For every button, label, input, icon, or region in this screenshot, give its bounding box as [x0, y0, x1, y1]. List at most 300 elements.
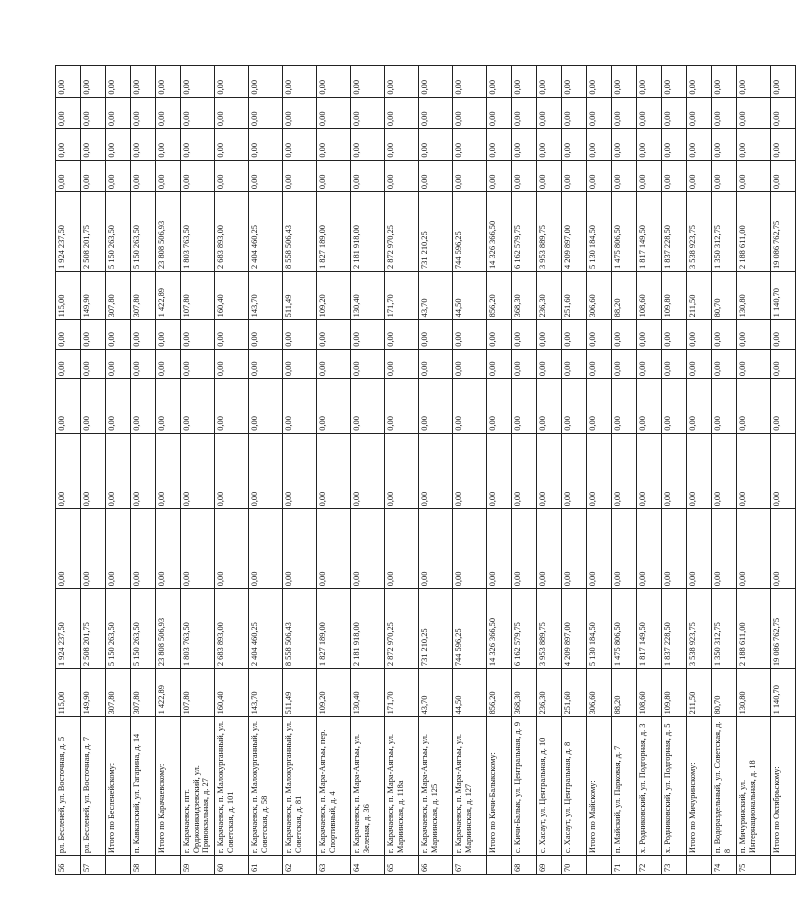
cell-c11: 0,00 — [512, 97, 537, 129]
cell-c8: 2 181 918,00 — [351, 192, 385, 272]
cell-no: 63 — [317, 856, 351, 875]
cell-area: 88,20 — [612, 669, 637, 717]
cell-c2: 0,00 — [156, 509, 181, 589]
cell-c5: 0,00 — [662, 349, 687, 378]
cell-c4: 0,00 — [385, 379, 419, 434]
cell-c4: 0,00 — [562, 379, 587, 434]
cell-c12: 0,00 — [131, 66, 156, 98]
cell-c11: 0,00 — [249, 97, 283, 129]
cell-c4: 0,00 — [56, 379, 81, 434]
cell-address: Итого по Бесленейскому: — [106, 717, 131, 856]
table-row-total — [771, 66, 796, 875]
cell-no: 75 — [737, 856, 771, 875]
cell-c8: 2 188 611,00 — [737, 192, 771, 272]
cell-c11: 0,00 — [453, 97, 487, 129]
cell-c3: 0,00 — [249, 433, 283, 509]
cell-c10: 0,00 — [562, 129, 587, 161]
cell-c3: 0,00 — [385, 433, 419, 509]
cell-c5: 0,00 — [487, 349, 512, 378]
cell-c7: 130,80 — [737, 272, 771, 320]
cell-c5: 0,00 — [687, 349, 712, 378]
cell-c4: 0,00 — [283, 379, 317, 434]
cell-c3: 0,00 — [453, 433, 487, 509]
cell-address: с. Хасаут, ул. Центральная, д. 10 — [537, 717, 562, 856]
cell-c1: 1 817 149,50 — [637, 589, 662, 669]
cell-area: 130,40 — [351, 669, 385, 717]
cell-c7: 251,60 — [562, 272, 587, 320]
cell-c9: 0,00 — [81, 160, 106, 192]
cell-c12: 0,00 — [512, 66, 537, 98]
cell-c11: 0,00 — [637, 97, 662, 129]
cell-no: 68 — [512, 856, 537, 875]
cell-c12: 0,00 — [637, 66, 662, 98]
cell-c2: 0,00 — [385, 509, 419, 589]
cell-c8: 1 837 228,50 — [662, 192, 687, 272]
cell-address: х. Родниковский, ул. Подгорная, д. 5 — [662, 717, 687, 856]
cell-c5: 0,00 — [131, 349, 156, 378]
cell-c10: 0,00 — [215, 129, 249, 161]
cell-address: г. Карачаевск, п. Мара-Аягъы, ул. Мариинская, д. 127 — [453, 717, 487, 856]
cell-address: г. Карачаевск, п. Мара-Аягъы, пер. Спортивный, д. 4 — [317, 717, 351, 856]
cell-c7: 80,70 — [712, 272, 737, 320]
cell-no: 57 — [81, 856, 106, 875]
cell-c8: 19 086 762,75 — [771, 192, 796, 272]
cell-area: 171,70 — [385, 669, 419, 717]
cell-c9: 0,00 — [562, 160, 587, 192]
cell-c1: 23 808 506,93 — [156, 589, 181, 669]
cell-c6: 0,00 — [771, 320, 796, 349]
cell-c2: 0,00 — [562, 509, 587, 589]
cell-c10: 0,00 — [453, 129, 487, 161]
cell-c4: 0,00 — [771, 379, 796, 434]
cell-c1: 744 596,25 — [453, 589, 487, 669]
cell-area: 368,30 — [512, 669, 537, 717]
cell-c6: 0,00 — [249, 320, 283, 349]
table-row — [56, 66, 81, 875]
cell-c1: 2 404 460,25 — [249, 589, 283, 669]
cell-c4: 0,00 — [156, 379, 181, 434]
cell-c8: 744 596,25 — [453, 192, 487, 272]
cell-area: 149,90 — [81, 669, 106, 717]
cell-c6: 0,00 — [56, 320, 81, 349]
cell-c5: 0,00 — [106, 349, 131, 378]
cell-address: Итого по Карачаевскому: — [156, 717, 181, 856]
cell-c10: 0,00 — [181, 129, 215, 161]
cell-c4: 0,00 — [215, 379, 249, 434]
cell-c10: 0,00 — [106, 129, 131, 161]
cell-c6: 0,00 — [487, 320, 512, 349]
cell-no — [687, 856, 712, 875]
cell-c6: 0,00 — [712, 320, 737, 349]
cell-c8: 2 404 460,25 — [249, 192, 283, 272]
cell-c7: 115,00 — [56, 272, 81, 320]
cell-area: 1 140,70 — [771, 669, 796, 717]
cell-c9: 0,00 — [662, 160, 687, 192]
cell-c6: 0,00 — [283, 320, 317, 349]
cell-c4: 0,00 — [317, 379, 351, 434]
cell-c2: 0,00 — [215, 509, 249, 589]
cell-c6: 0,00 — [131, 320, 156, 349]
cell-c6: 0,00 — [637, 320, 662, 349]
cell-c7: 236,30 — [537, 272, 562, 320]
cell-c6: 0,00 — [385, 320, 419, 349]
cell-c10: 0,00 — [537, 129, 562, 161]
cell-c2: 0,00 — [587, 509, 612, 589]
cell-c11: 0,00 — [737, 97, 771, 129]
table-row — [317, 66, 351, 875]
cell-c3: 0,00 — [106, 433, 131, 509]
cell-c5: 0,00 — [419, 349, 453, 378]
cell-c9: 0,00 — [419, 160, 453, 192]
cell-area: 1 422,89 — [156, 669, 181, 717]
cell-c1: 1 803 763,50 — [181, 589, 215, 669]
cell-c4: 0,00 — [687, 379, 712, 434]
cell-c9: 0,00 — [249, 160, 283, 192]
cell-c9: 0,00 — [537, 160, 562, 192]
cell-c9: 0,00 — [56, 160, 81, 192]
table-row — [215, 66, 249, 875]
cell-c8: 4 209 897,00 — [562, 192, 587, 272]
cell-no: 65 — [385, 856, 419, 875]
cell-c11: 0,00 — [662, 97, 687, 129]
cell-c4: 0,00 — [712, 379, 737, 434]
cell-no: 56 — [56, 856, 81, 875]
table-row — [612, 66, 637, 875]
cell-c7: 130,40 — [351, 272, 385, 320]
cell-c8: 8 558 506,43 — [283, 192, 317, 272]
cell-address: г. Карачаевск, пгт. Орджоникидзевский, ул. Привокзальная, д. 27 — [181, 717, 215, 856]
cell-c8: 3 538 923,75 — [687, 192, 712, 272]
cell-c11: 0,00 — [587, 97, 612, 129]
cell-c11: 0,00 — [81, 97, 106, 129]
cell-no — [487, 856, 512, 875]
cell-c3: 0,00 — [637, 433, 662, 509]
cell-c8: 3 953 889,75 — [537, 192, 562, 272]
cell-c4: 0,00 — [537, 379, 562, 434]
cell-c1: 2 683 893,00 — [215, 589, 249, 669]
cell-c9: 0,00 — [487, 160, 512, 192]
cell-c5: 0,00 — [612, 349, 637, 378]
cell-c12: 0,00 — [317, 66, 351, 98]
cell-no: 71 — [612, 856, 637, 875]
cell-c12: 0,00 — [612, 66, 637, 98]
cell-c12: 0,00 — [56, 66, 81, 98]
cell-c2: 0,00 — [249, 509, 283, 589]
cell-c7: 107,80 — [181, 272, 215, 320]
cell-no: 62 — [283, 856, 317, 875]
cell-c1: 3 538 923,75 — [687, 589, 712, 669]
cell-c6: 0,00 — [662, 320, 687, 349]
cell-area: 306,60 — [587, 669, 612, 717]
cell-c6: 0,00 — [587, 320, 612, 349]
cell-c10: 0,00 — [662, 129, 687, 161]
cell-c3: 0,00 — [512, 433, 537, 509]
cell-c5: 0,00 — [351, 349, 385, 378]
cell-c7: 171,70 — [385, 272, 419, 320]
cell-area: 109,80 — [662, 669, 687, 717]
cell-no — [156, 856, 181, 875]
cell-c9: 0,00 — [637, 160, 662, 192]
cell-address: х. Родниковский, ул. Подгорная, д. 3 — [637, 717, 662, 856]
cell-c1: 4 209 897,00 — [562, 589, 587, 669]
cell-area: 143,70 — [249, 669, 283, 717]
cell-c12: 0,00 — [81, 66, 106, 98]
cell-c4: 0,00 — [662, 379, 687, 434]
cell-c2: 0,00 — [512, 509, 537, 589]
cell-c1: 1 827 189,00 — [317, 589, 351, 669]
table-row — [737, 66, 771, 875]
cell-c3: 0,00 — [419, 433, 453, 509]
cell-c3: 0,00 — [487, 433, 512, 509]
cell-c3: 0,00 — [156, 433, 181, 509]
cell-c2: 0,00 — [317, 509, 351, 589]
cell-c3: 0,00 — [215, 433, 249, 509]
cell-c11: 0,00 — [487, 97, 512, 129]
cell-c8: 2 872 970,25 — [385, 192, 419, 272]
cell-c4: 0,00 — [637, 379, 662, 434]
cell-c10: 0,00 — [156, 129, 181, 161]
table-row — [562, 66, 587, 875]
cell-address: г. Карачаевск, п. Малокурганный, ул. Советская, д. 58 — [249, 717, 283, 856]
cell-area: 107,80 — [181, 669, 215, 717]
cell-c2: 0,00 — [737, 509, 771, 589]
cell-no: 67 — [453, 856, 487, 875]
cell-no: 64 — [351, 856, 385, 875]
cell-c11: 0,00 — [612, 97, 637, 129]
cell-c9: 0,00 — [283, 160, 317, 192]
cell-c9: 0,00 — [131, 160, 156, 192]
cell-c8: 23 808 506,93 — [156, 192, 181, 272]
cell-address: п. Майский, ул. Парковая, д. 7 — [612, 717, 637, 856]
cell-c3: 0,00 — [131, 433, 156, 509]
cell-c3: 0,00 — [737, 433, 771, 509]
cell-address: г. Карачаевск, п. Малокурганный, ул. Советская, д. 101 — [215, 717, 249, 856]
cell-c6: 0,00 — [419, 320, 453, 349]
cell-c12: 0,00 — [215, 66, 249, 98]
cell-c10: 0,00 — [283, 129, 317, 161]
table-row — [385, 66, 419, 875]
cell-c9: 0,00 — [106, 160, 131, 192]
cell-c12: 0,00 — [351, 66, 385, 98]
cell-c8: 2 508 201,75 — [81, 192, 106, 272]
cell-c3: 0,00 — [687, 433, 712, 509]
cell-c6: 0,00 — [453, 320, 487, 349]
cell-c4: 0,00 — [487, 379, 512, 434]
cell-no: 74 — [712, 856, 737, 875]
cell-c11: 0,00 — [317, 97, 351, 129]
cell-c1: 3 953 889,75 — [537, 589, 562, 669]
cell-c10: 0,00 — [385, 129, 419, 161]
cell-address: г. Карачаевск, п. Мара-Аягъы, ул. Зеленая, д. 36 — [351, 717, 385, 856]
cell-address: п. Водораздельный, ул. Советская, д. 8 — [712, 717, 737, 856]
cell-c8: 1 803 763,50 — [181, 192, 215, 272]
cell-c4: 0,00 — [512, 379, 537, 434]
cell-c1: 1 475 806,50 — [612, 589, 637, 669]
cell-c10: 0,00 — [587, 129, 612, 161]
cell-c9: 0,00 — [156, 160, 181, 192]
cell-no: 60 — [215, 856, 249, 875]
cell-c2: 0,00 — [106, 509, 131, 589]
cell-c12: 0,00 — [687, 66, 712, 98]
cell-c12: 0,00 — [419, 66, 453, 98]
cell-c5: 0,00 — [637, 349, 662, 378]
cell-c6: 0,00 — [537, 320, 562, 349]
table-row — [131, 66, 156, 875]
cell-c2: 0,00 — [283, 509, 317, 589]
cell-area: 108,60 — [637, 669, 662, 717]
cell-c2: 0,00 — [181, 509, 215, 589]
cell-address: г. Карачаевск, п. Мара-Аягъы, ул. Мариинская, д. 118а — [385, 717, 419, 856]
cell-c2: 0,00 — [771, 509, 796, 589]
cell-c3: 0,00 — [351, 433, 385, 509]
cell-c7: 160,40 — [215, 272, 249, 320]
cell-c3: 0,00 — [283, 433, 317, 509]
table-row — [249, 66, 283, 875]
cell-c6: 0,00 — [156, 320, 181, 349]
cell-c8: 5 130 184,50 — [587, 192, 612, 272]
cell-c10: 0,00 — [419, 129, 453, 161]
cell-c7: 108,60 — [637, 272, 662, 320]
cell-c7: 1 140,70 — [771, 272, 796, 320]
cell-address: рл. Бесленей, ул. Восточная, д. 5 — [56, 717, 81, 856]
cell-c2: 0,00 — [131, 509, 156, 589]
cell-no — [587, 856, 612, 875]
cell-c11: 0,00 — [215, 97, 249, 129]
cell-c6: 0,00 — [181, 320, 215, 349]
cell-c3: 0,00 — [562, 433, 587, 509]
cell-c1: 2 181 918,00 — [351, 589, 385, 669]
cell-c12: 0,00 — [106, 66, 131, 98]
cell-no: 72 — [637, 856, 662, 875]
cell-c10: 0,00 — [131, 129, 156, 161]
cell-c3: 0,00 — [81, 433, 106, 509]
cell-area: 236,30 — [537, 669, 562, 717]
cell-address: с. Хасаут, ул. Центральная, д. 8 — [562, 717, 587, 856]
cell-c5: 0,00 — [317, 349, 351, 378]
cell-c12: 0,00 — [453, 66, 487, 98]
cell-c1: 1 350 312,75 — [712, 589, 737, 669]
cell-c8: 2 683 893,00 — [215, 192, 249, 272]
cell-c1: 5 150 263,50 — [106, 589, 131, 669]
cell-c11: 0,00 — [537, 97, 562, 129]
cell-c8: 1 817 149,50 — [637, 192, 662, 272]
table-row — [81, 66, 106, 875]
cell-c11: 0,00 — [56, 97, 81, 129]
cell-c6: 0,00 — [317, 320, 351, 349]
cell-c3: 0,00 — [771, 433, 796, 509]
cell-c12: 0,00 — [181, 66, 215, 98]
cell-c4: 0,00 — [181, 379, 215, 434]
table-row-total — [587, 66, 612, 875]
cell-c3: 0,00 — [56, 433, 81, 509]
cell-c8: 1 827 189,00 — [317, 192, 351, 272]
cell-c2: 0,00 — [687, 509, 712, 589]
cell-c2: 0,00 — [637, 509, 662, 589]
cell-c11: 0,00 — [385, 97, 419, 129]
cell-address: г. Карачаевск, п. Малокурганный, ул. Советская, д. 81 — [283, 717, 317, 856]
cell-c1: 19 086 762,75 — [771, 589, 796, 669]
cell-c2: 0,00 — [662, 509, 687, 589]
cell-c10: 0,00 — [687, 129, 712, 161]
cell-c10: 0,00 — [487, 129, 512, 161]
cell-area: 80,70 — [712, 669, 737, 717]
cell-no: 69 — [537, 856, 562, 875]
table-row — [637, 66, 662, 875]
cell-c12: 0,00 — [487, 66, 512, 98]
cell-address: п. Кавказский, ул. Гагарина, д. 14 — [131, 717, 156, 856]
cell-c12: 0,00 — [587, 66, 612, 98]
cell-c2: 0,00 — [419, 509, 453, 589]
cell-c2: 0,00 — [712, 509, 737, 589]
cell-c10: 0,00 — [737, 129, 771, 161]
cell-c11: 0,00 — [419, 97, 453, 129]
cell-c1: 14 326 366,50 — [487, 589, 512, 669]
cell-c12: 0,00 — [283, 66, 317, 98]
cell-address: Итого по Майскому: — [587, 717, 612, 856]
table-row — [537, 66, 562, 875]
cell-c12: 0,00 — [249, 66, 283, 98]
cell-c6: 0,00 — [106, 320, 131, 349]
cell-c4: 0,00 — [587, 379, 612, 434]
cell-c12: 0,00 — [537, 66, 562, 98]
cell-c6: 0,00 — [81, 320, 106, 349]
cell-c2: 0,00 — [487, 509, 512, 589]
cell-address: рл. Бесленей, ул. Восточная, д. 7 — [81, 717, 106, 856]
cell-c1: 5 130 184,50 — [587, 589, 612, 669]
cell-c7: 211,50 — [687, 272, 712, 320]
cell-c6: 0,00 — [512, 320, 537, 349]
cell-c12: 0,00 — [771, 66, 796, 98]
cell-c4: 0,00 — [106, 379, 131, 434]
cell-c7: 143,70 — [249, 272, 283, 320]
cell-c8: 6 162 579,75 — [512, 192, 537, 272]
cell-area: 307,80 — [131, 669, 156, 717]
table-body — [56, 66, 796, 875]
cell-c9: 0,00 — [737, 160, 771, 192]
cell-area: 251,60 — [562, 669, 587, 717]
cell-c11: 0,00 — [131, 97, 156, 129]
cell-area: 211,50 — [687, 669, 712, 717]
cell-c7: 307,80 — [131, 272, 156, 320]
cell-c6: 0,00 — [351, 320, 385, 349]
cell-c2: 0,00 — [81, 509, 106, 589]
cell-c3: 0,00 — [181, 433, 215, 509]
cell-c5: 0,00 — [81, 349, 106, 378]
cell-c11: 0,00 — [351, 97, 385, 129]
cell-c3: 0,00 — [537, 433, 562, 509]
cell-c1: 2 872 970,25 — [385, 589, 419, 669]
cell-c6: 0,00 — [612, 320, 637, 349]
cell-c1: 8 558 506,43 — [283, 589, 317, 669]
cell-c9: 0,00 — [771, 160, 796, 192]
cell-c7: 307,80 — [106, 272, 131, 320]
table-row-total — [106, 66, 131, 875]
cell-c7: 44,50 — [453, 272, 487, 320]
cell-c9: 0,00 — [181, 160, 215, 192]
cell-area: 856,20 — [487, 669, 512, 717]
cell-c7: 109,80 — [662, 272, 687, 320]
cell-c3: 0,00 — [662, 433, 687, 509]
cell-area: 511,49 — [283, 669, 317, 717]
cell-c5: 0,00 — [283, 349, 317, 378]
cell-c7: 109,20 — [317, 272, 351, 320]
cell-address: с. Кичи-Балык, ул. Центральная, д. 9 — [512, 717, 537, 856]
cell-c8: 14 326 366,50 — [487, 192, 512, 272]
cell-c9: 0,00 — [612, 160, 637, 192]
cell-c5: 0,00 — [56, 349, 81, 378]
cell-c4: 0,00 — [419, 379, 453, 434]
cell-c7: 856,20 — [487, 272, 512, 320]
